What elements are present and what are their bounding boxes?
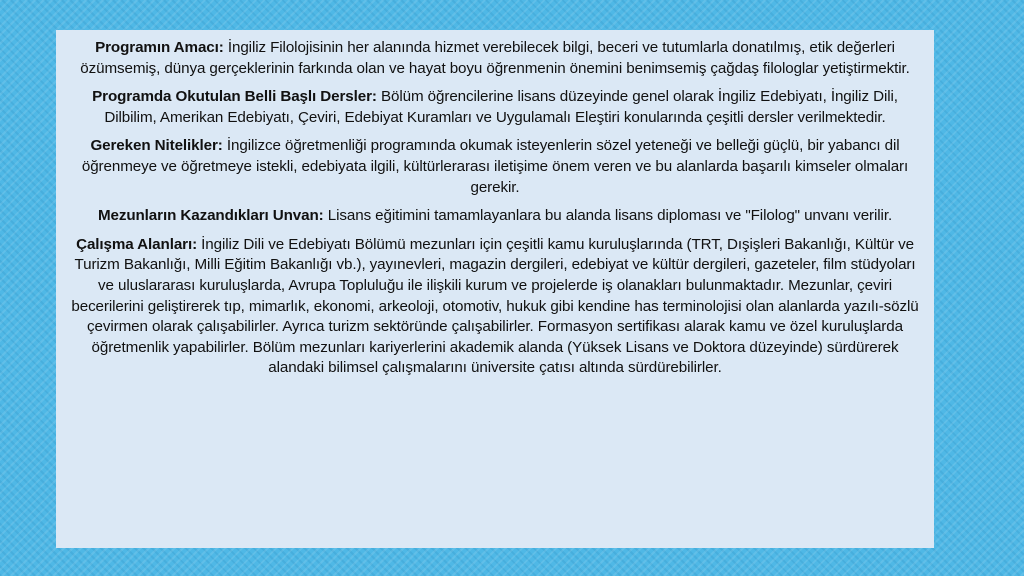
program-purpose-label: Programın Amacı: [95, 39, 224, 56]
qualifications-label: Gereken Nitelikler: [90, 137, 223, 155]
work-areas-label: Çalışma Alanları: [76, 235, 198, 253]
program-purpose-paragraph [70, 38, 920, 79]
graduate-title-text: Lisans eğitimini tamamlayanlara bu alanda lisans diploması ve "Filolog" unvanı verilir. [323, 207, 893, 225]
graduate-title-paragraph [70, 206, 920, 227]
courses-label: Programda Okutulan Belli Başlı Dersler: [92, 88, 377, 106]
qualifications-paragraph [70, 136, 920, 198]
work-areas-text: İngiliz Dili ve Edebiyatı Bölümü mezunları için çeşitli kamu kuruluşlarında (TRT, Dışişleri Bakanlığı, Kültür ve Turizm Bakanlığı, Milli Eğitim Bakanlığı vb.), yayınevleri, magazin dergileri, edebiyat ve kültür dergileri, gazeteler, film stüdyoları ve uluslararası kuruluşlarda, Avrupa Topluluğu ile ilişkili kurum ve projelerde iş olanakları bulunmaktadır. Mezunlar, çeviri becerilerini geliştirerek tıp, mimarlık, ekonomi, arkeoloji, otomotiv, hukuk gibi kendine has terminolojisi olan alanlarda yazılı-sözlü çevirmen olarak çalışabilirler. Ayrıca turizm sektöründe çalışabilirler. Formasyon sertifikası alarak kamu ve özel kuruluşlarda öğretmenlik yapabilirler. Bölüm mezunları kariyerlerini akademik alanda (Yüksek Lisans ve Doktora düzeyinde) sürdürerek alandaki bilimsel çalışmalarını üniversite çatısı altında sürdürebilirler. [71, 235, 919, 377]
graduate-title-label: Mezunların Kazandıkları Unvan: [97, 207, 324, 225]
qualifications-text: İngilizce öğretmenliği programında okumak isteyenlerin sözel yeteneği ve belleği güçlü, bir yabancı dil öğrenmeye ve öğretmeye istekli, edebiyata ilgili, kültürlerarası iletişime önem veren ve bu alanlarda başarılı kimseler olmaları gerekir. [81, 137, 909, 196]
work-areas-paragraph [70, 235, 920, 379]
content-box [56, 30, 934, 548]
program-purpose-text: İngiliz Filolojisinin her alanında hizmet verebilecek bilgi, beceri ve tutumlarla donatılmış, etik değerleri özümsemiş, dünya gerçeklerinin farkında olan ve hayat boyu öğrenmenin önemini benimsemiş çağdaş filologlar yetiştirmektir. [80, 39, 910, 77]
courses-paragraph [70, 87, 920, 128]
courses-text: Bölüm öğrencilerine lisans düzeyinde genel olarak İngiliz Edebiyatı, İngiliz Dili, Dilbilim, Amerikan Edebiyatı, Çeviri, Edebiyat Kuramları ve Uygulamalı Eleştiri konularında çeşitli dersler verilmektedir. [104, 88, 898, 126]
